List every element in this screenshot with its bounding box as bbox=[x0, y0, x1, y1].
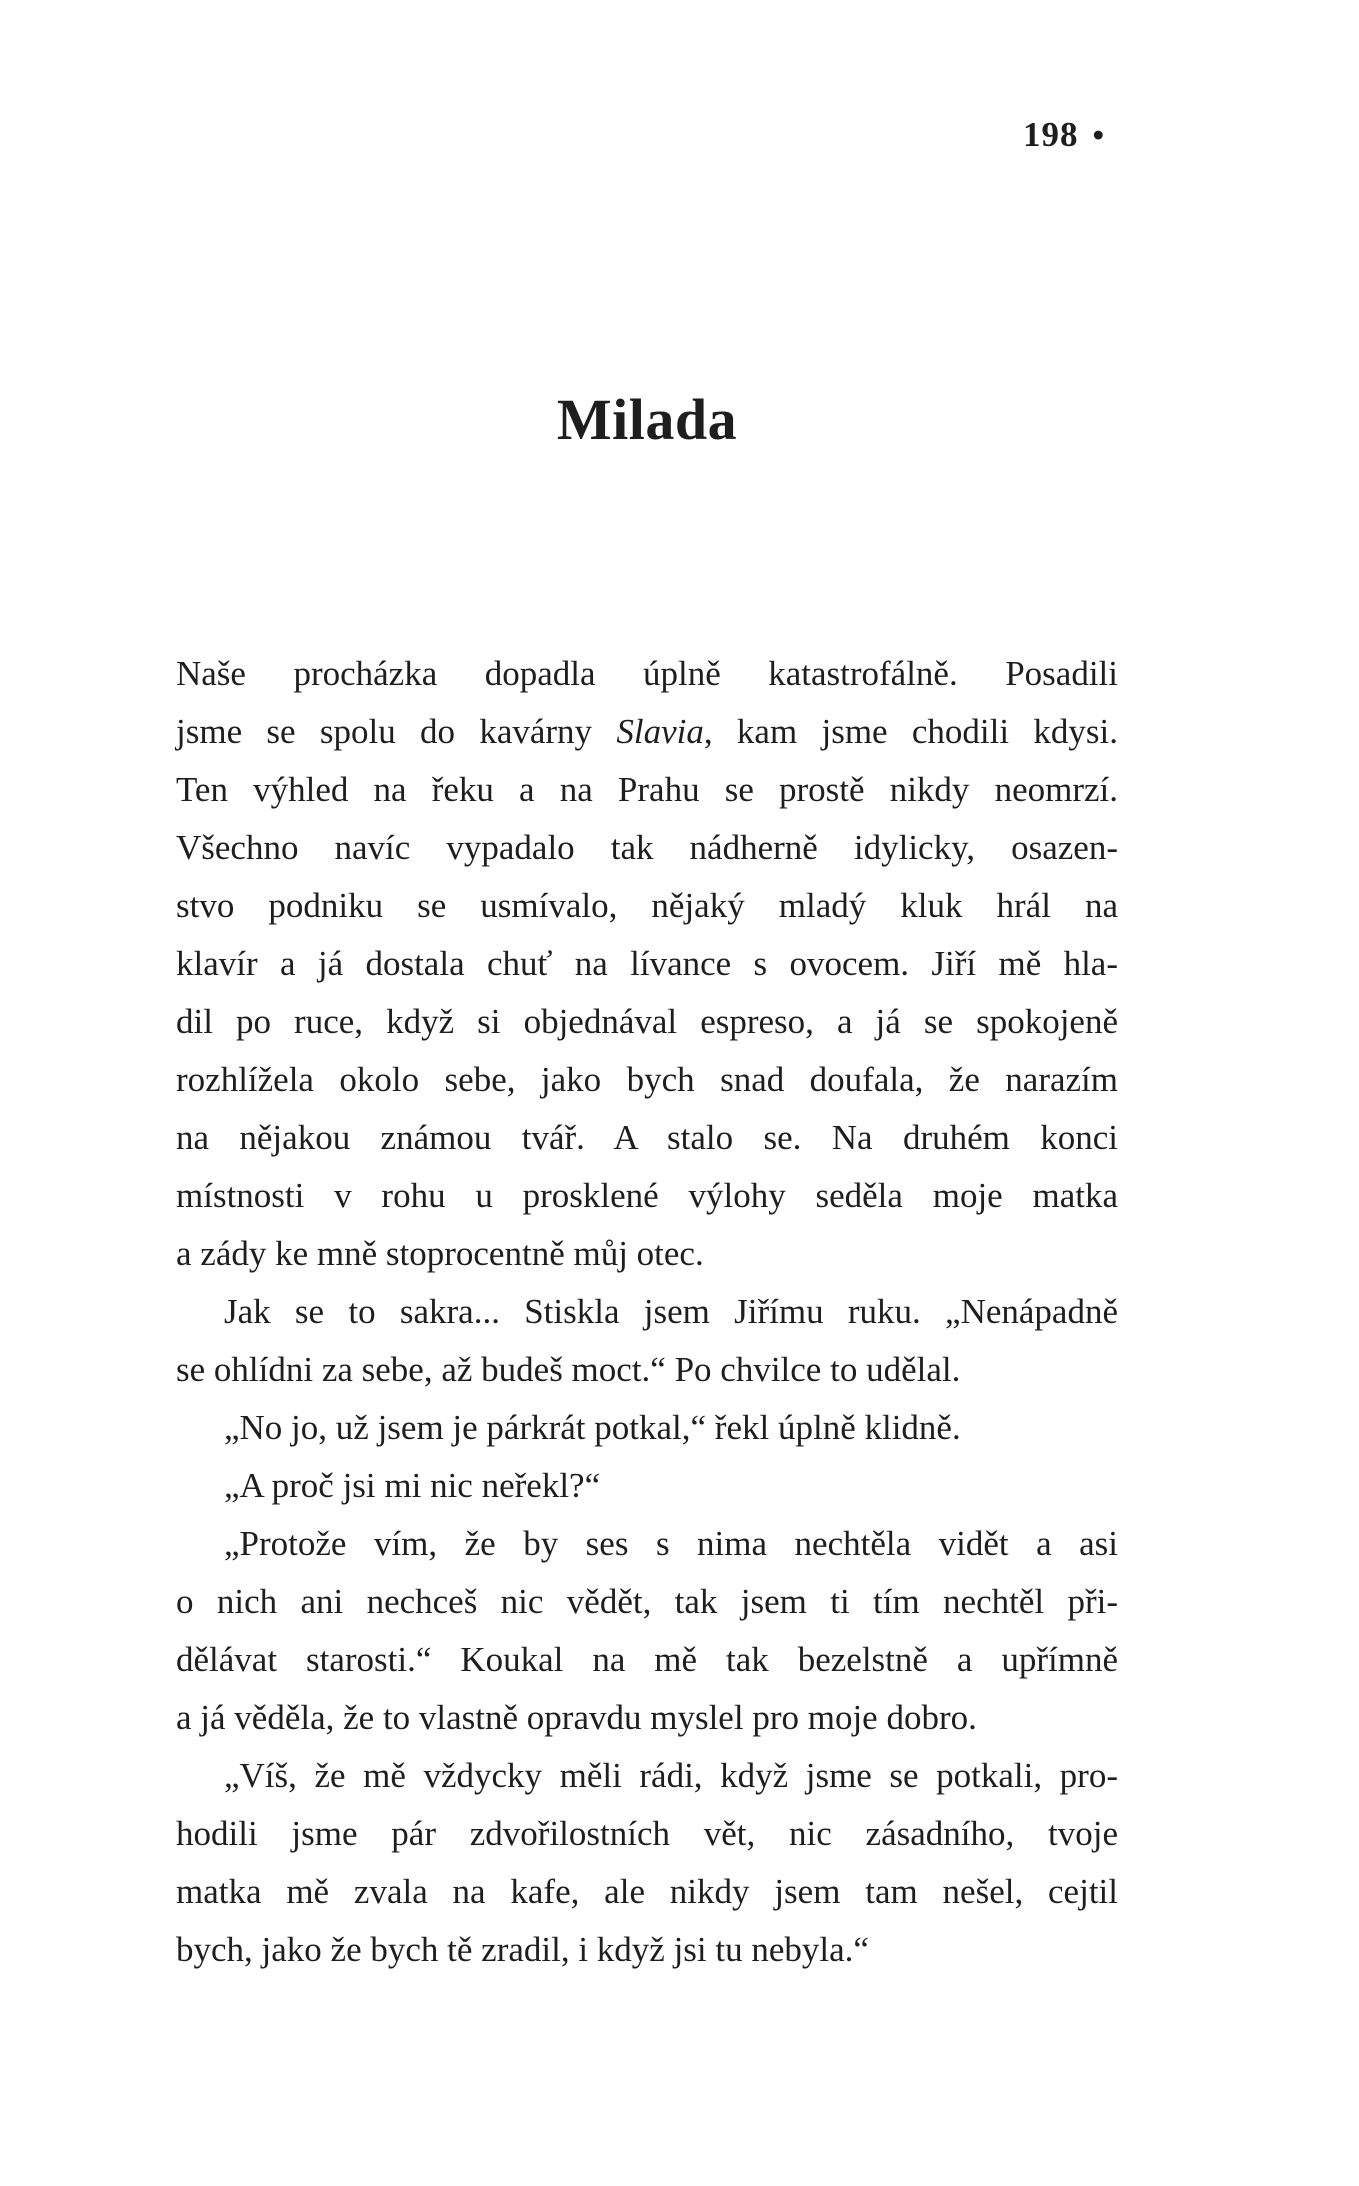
paragraph bbox=[176, 1515, 1118, 1747]
page-number-bullet: • bbox=[1092, 118, 1105, 154]
text-line: Všechno navíc vypadalo tak nádherně idylicky, osazen- bbox=[176, 828, 1118, 867]
text-segment: jsme se spolu do kavárny bbox=[176, 712, 617, 751]
text-line: matka mě zvala na kafe, ale nikdy jsem tam nešel, cejtil bbox=[176, 1872, 1118, 1911]
text-segment: , kam jsme chodili kdysi. bbox=[703, 712, 1119, 751]
text-line: „Protože vím, že by ses s nima nechtěla vidět a asi bbox=[224, 1524, 1118, 1563]
text-line: a já věděla, že to vlastně opravdu myslel pro moje dobro. bbox=[176, 1698, 977, 1737]
text-line: rozhlížela okolo sebe, jako bych snad doufala, že narazím bbox=[176, 1060, 1118, 1099]
paragraph bbox=[176, 1399, 1118, 1457]
text-line bbox=[176, 703, 1118, 761]
text-line: Naše procházka dopadla úplně katastrofálně. Posadili bbox=[176, 654, 1118, 693]
text-line: Jak se to sakra... Stiskla jsem Jiřímu ruku. „Nenápadně bbox=[224, 1292, 1118, 1331]
paragraph bbox=[176, 1457, 1118, 1515]
text-line: stvo podniku se usmívalo, nějaký mladý kluk hrál na bbox=[176, 886, 1118, 925]
body-text bbox=[176, 645, 1118, 1979]
text-line: „Víš, že mě vždycky měli rádi, když jsme se potkali, pro- bbox=[224, 1756, 1118, 1795]
text-line: klavír a já dostala chuť na lívance s ovocem. Jiří mě hla- bbox=[176, 944, 1118, 983]
chapter-title: Milada bbox=[556, 387, 738, 452]
page-number-value: 198 bbox=[1022, 115, 1079, 154]
text-line: místnosti v rohu u prosklené výlohy seděla moje matka bbox=[176, 1176, 1118, 1215]
text-line: a zády ke mně stoprocentně můj otec. bbox=[176, 1234, 704, 1273]
text-line: bych, jako že bych tě zradil, i když jsi tu nebyla.“ bbox=[176, 1930, 869, 1969]
text-line: Ten výhled na řeku a na Prahu se prostě nikdy neomrzí. bbox=[176, 770, 1118, 809]
text-line: dil po ruce, když si objednával espreso, a já se spokojeně bbox=[176, 1002, 1118, 1041]
paragraph bbox=[176, 1283, 1118, 1399]
text-line: hodili jsme pár zdvořilostních vět, nic zásadního, tvoje bbox=[176, 1814, 1118, 1853]
paragraph bbox=[176, 645, 1118, 1283]
text-line: „No jo, už jsem je párkrát potkal,“ řekl úplně klidně. bbox=[224, 1408, 961, 1447]
paragraph bbox=[176, 1747, 1118, 1979]
text-line: „A proč jsi mi nic neřekl?“ bbox=[224, 1466, 601, 1505]
italic-text-segment: Slavia bbox=[616, 712, 704, 751]
text-line: se ohlídni za sebe, až budeš moct.“ Po chvilce to udělal. bbox=[176, 1350, 961, 1389]
text-line: o nich ani nechceš nic vědět, tak jsem ti tím nechtěl při- bbox=[176, 1582, 1118, 1621]
text-line: na nějakou známou tvář. A stalo se. Na druhém konci bbox=[176, 1118, 1118, 1157]
page-number bbox=[1023, 117, 1105, 154]
text-line: dělávat starosti.“ Koukal na mě tak bezelstně a upřímně bbox=[176, 1640, 1118, 1679]
